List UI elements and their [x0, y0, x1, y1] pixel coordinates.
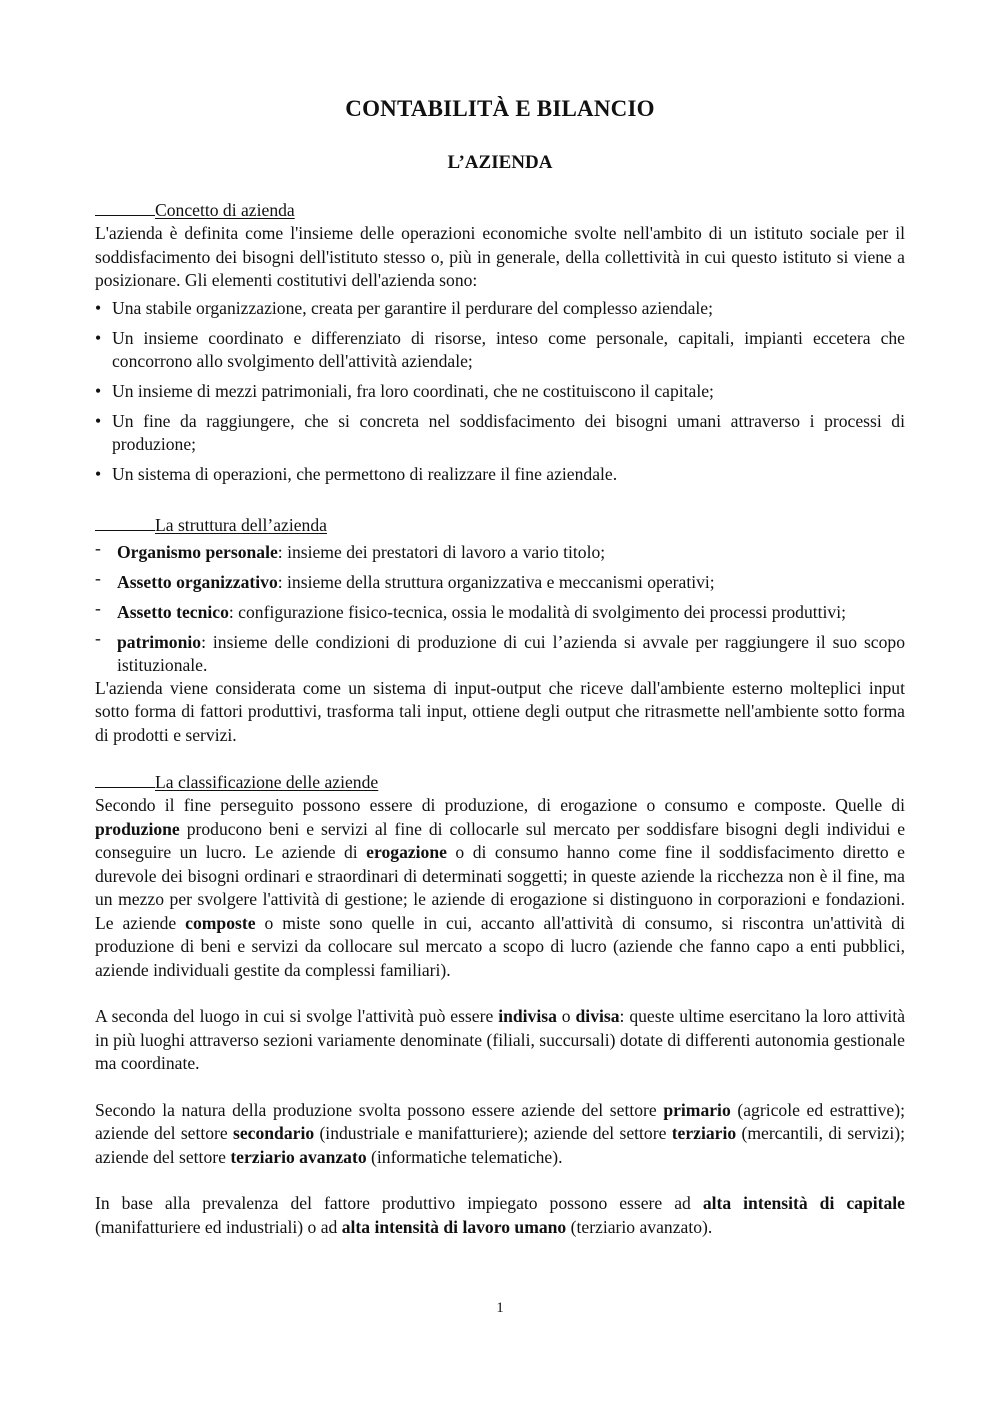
dash-marker: - — [95, 597, 101, 618]
section-heading-classificazione: La classificazione delle aziende — [95, 770, 905, 794]
document-subtitle: L’AZIENDA — [447, 152, 553, 173]
list-item: • Un insieme di mezzi patrimoniali, fra loro coordinati, che ne costituiscono il capitale; — [95, 380, 714, 401]
list-item: - patrimonio: insieme delle condizioni di produzione di cui l’azienda si avvale per raggiungere il suo scopo istituzionale. — [95, 627, 905, 675]
list-item: • Una stabile organizzazione, creata per garantire il perdurare del complesso aziendale; — [95, 297, 713, 318]
bullet-marker: • — [95, 327, 102, 348]
classification-paragraph-intensity: In base alla prevalenza del fattore produttivo impiegato possono essere ad alta intensità di capitale (manifatturiere ed industriali) o ad alta intensità di lavoro umano (terziario avanzato). — [95, 1193, 905, 1237]
list-item: - Assetto tecnico: configurazione fisico-tecnica, ossia le modalità di svolgimento dei processi produttivi; — [95, 597, 846, 622]
dash-marker: - — [95, 537, 101, 558]
dash-marker: - — [95, 567, 101, 588]
dash-marker: - — [95, 627, 101, 648]
list-item: - Organismo personale: insieme dei prestatori di lavoro a vario titolo; — [95, 537, 606, 562]
classification-paragraph-sector: Secondo la natura della produzione svolta possono essere aziende del settore primario (agricole ed estrattive); aziende del settore secondario (industriale e manifatturiere); aziende del settore terziario (mercantili, di servizi); aziende del settore terziario avanzato (informatiche telematiche). — [95, 1099, 905, 1167]
list-item: • Un fine da raggiungere, che si concreta nel soddisfacimento dei bisogni umani attraverso i processi di produzione; — [95, 410, 905, 454]
structure-outro-paragraph: L'azienda viene considerata come un sistema di input-output che riceve dall'ambiente esterno molteplici input sotto forma di fattori produttivi, trasforma tali input, ottiene degli output che ritrasmette nell'ambiente sotto forma di prodotti e servizi. — [95, 677, 905, 745]
classification-paragraph-location: A seconda del luogo in cui si svolge l'attività può essere indivisa o divisa: queste ultime esercitano la loro attività in più luoghi attraverso sezioni variamente denominate (filiali, succursali) dotate di differenti autonomia gestionale ma coordinate. — [95, 1006, 906, 1073]
section-heading-struttura: La struttura dell’azienda — [95, 513, 905, 537]
bullet-marker: • — [95, 380, 102, 401]
bullet-marker: • — [95, 463, 102, 484]
section-heading-concetto: Concetto di azienda — [95, 198, 905, 222]
document-title: CONTABILITÀ E BILANCIO — [345, 96, 655, 121]
dash-list-structure — [95, 537, 905, 677]
bullet-list-elements — [95, 297, 905, 486]
bullet-marker: • — [95, 297, 102, 318]
classification-paragraph-purpose: Secondo il fine perseguito possono essere di produzione, di erogazione o consumo e composte. Quelle di produzione producono beni e servizi al fine di collocarle sul mercato per soddisfare bisogni degli individui e conseguire un lucro. Le aziende di erogazione o di consumo hanno come fine il soddisfacimento diretto e durevole dei bisogni ordinari e straordinari di determinati soggetti; in queste aziende la ricchezza non è il fine, ma un mezzo per svolgere l'attività di gestione; le aziende di erogazione si distinguono in corporazioni e fondazioni. Le aziende composte o miste sono quelle in cui, accanto all'attività di consumo, si riscontra un'attività di produzione di beni e servizi da collocare sul mercato a scopo di lucro (aziende che fanno capo a enti pubblici, aziende individuali gestite da complessi familiari). — [95, 795, 905, 980]
list-item: • Un insieme coordinato e differenziato di risorse, inteso come personale, capitali, impianti eccetera che concorrono allo svolgimento dell'attività aziendale; — [95, 327, 905, 371]
section-intro-paragraph: L'azienda è definita come l'insieme delle operazioni economiche svolte nell'ambito di un istituto sociale per il soddisfacimento dei bisogni dell'istituto stesso o, più in generale, della collettività in cui questo istituto si viene a posizionare. Gli elementi costitutivi dell'azienda sono: — [95, 223, 905, 290]
list-item: • Un sistema di operazioni, che permettono di realizzare il fine aziendale. — [95, 463, 618, 484]
page-number: 1 — [496, 1300, 504, 1316]
bullet-marker: • — [95, 410, 102, 431]
list-item: - Assetto organizzativo: insieme della struttura organizzativa e meccanismi operativi; — [95, 567, 715, 592]
document-page — [95, 92, 905, 1239]
